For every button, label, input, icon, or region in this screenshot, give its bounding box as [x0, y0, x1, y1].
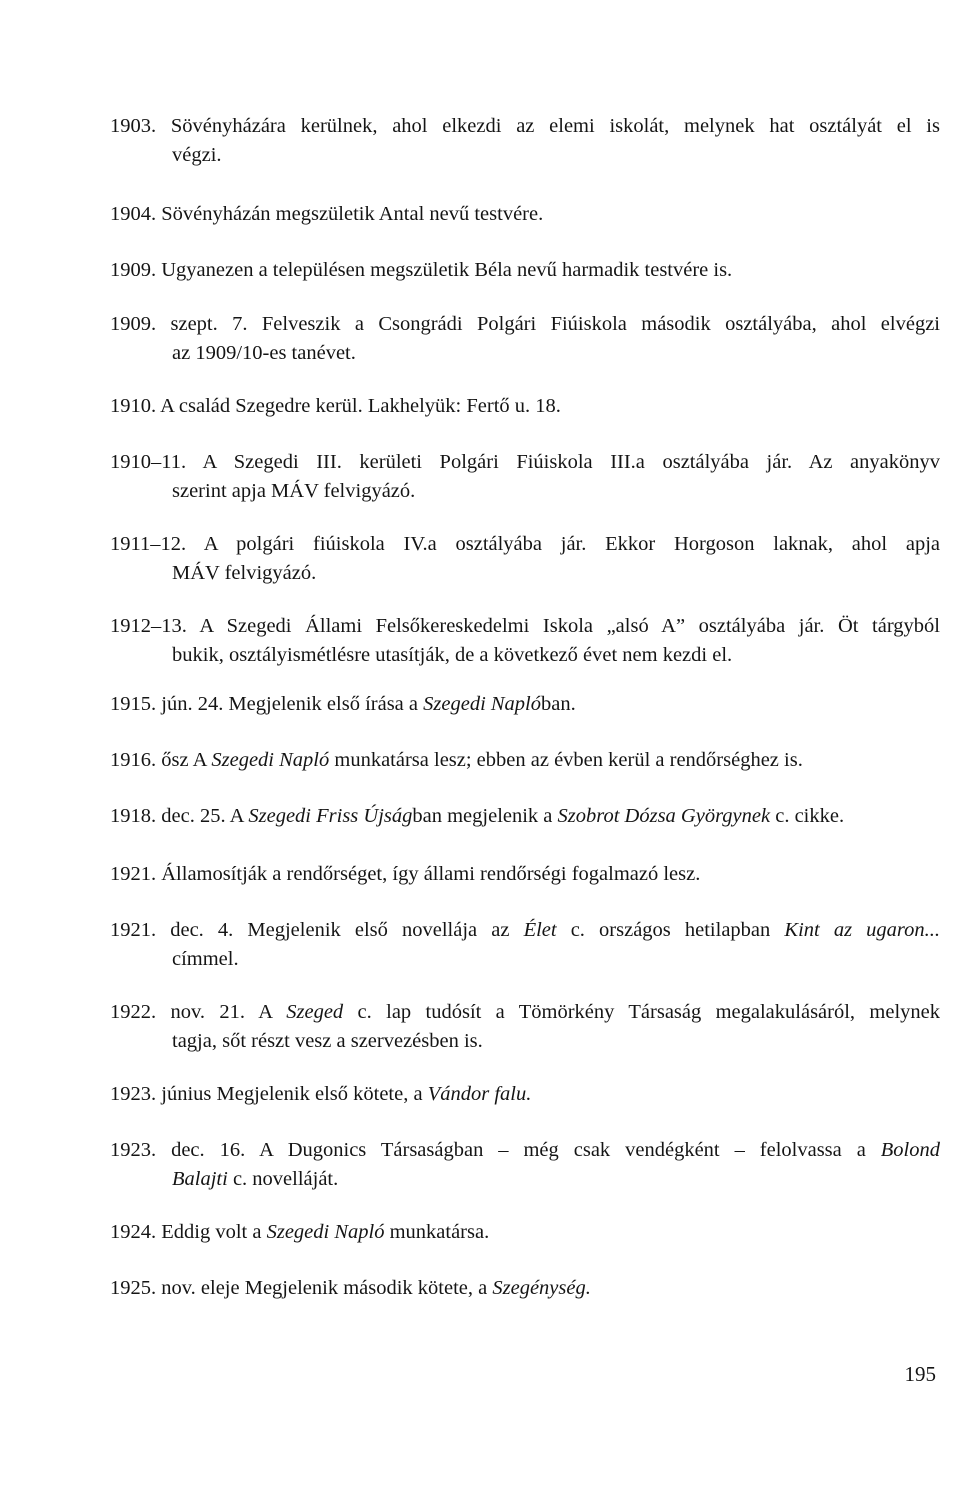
entry-text: munkatársa.	[384, 1221, 490, 1243]
entry-line	[110, 256, 940, 285]
entry-line	[110, 1136, 940, 1165]
entry-line	[110, 448, 940, 477]
chronology-entry	[110, 802, 940, 831]
italic-title: Élet	[523, 919, 557, 941]
chronology-entry	[110, 690, 940, 719]
entry-text: MÁV felvigyázó.	[172, 562, 317, 584]
entry-text: bukik, osztályismétlésre utasítják, de a következő évet nem kezdi el.	[172, 644, 733, 666]
chronology-entry	[110, 612, 940, 670]
italic-title: Szeged	[286, 1001, 344, 1023]
entry-text: 1918. dec. 25. A	[110, 805, 249, 827]
entry-line	[110, 310, 940, 339]
chronology-entry	[110, 310, 940, 368]
entry-line	[110, 998, 940, 1027]
italic-title: Szegedi Napló	[266, 1221, 385, 1243]
entry-line	[110, 530, 940, 559]
entry-text: végzi.	[172, 144, 222, 166]
chronology-entry	[110, 392, 940, 421]
entry-text: tagja, sőt részt vesz a szervezésben is.	[172, 1030, 483, 1052]
entry-text: 1925. nov. eleje Megjelenik második kötete, a	[110, 1277, 493, 1299]
chronology-entry	[110, 448, 940, 506]
chronology-entry	[110, 1274, 940, 1303]
entry-text: 1912–13. A Szegedi Állami Felsőkereskedelmi Iskola „alsó A” osztályába jár. Öt tárgyból	[110, 615, 940, 637]
entry-text: 1922. nov. 21. A	[110, 1001, 287, 1023]
entry-continuation-line	[110, 339, 940, 368]
entry-continuation-line	[110, 1165, 940, 1194]
entry-text: ban megjelenik a	[412, 805, 558, 827]
entry-line	[110, 860, 940, 889]
chronology-entry	[110, 998, 940, 1056]
entry-text: 1916. ősz A	[110, 749, 212, 771]
entry-continuation-line	[110, 641, 940, 670]
entry-text: 1921. dec. 4. Megjelenik első novellája az	[110, 919, 524, 941]
entry-line	[110, 1274, 940, 1303]
entry-line	[110, 200, 940, 229]
chronology-entry	[110, 112, 940, 170]
entry-line	[110, 690, 940, 719]
entry-line	[110, 916, 940, 945]
italic-title: Bolond	[880, 1139, 940, 1161]
entry-text: munkatársa lesz; ebben az évben kerül a rendőrséghez is.	[329, 749, 803, 771]
entry-line	[110, 1080, 940, 1109]
chronology-entry	[110, 1218, 940, 1247]
entry-text: 1910–11. A Szegedi III. kerületi Polgári Fiúiskola III.a osztályába jár. Az anyakönyv	[110, 451, 940, 473]
entry-line	[110, 112, 940, 141]
italic-title: Kint az ugaron...	[784, 919, 940, 941]
italic-title: Vándor falu.	[427, 1083, 532, 1105]
entry-text: c. cikke.	[770, 805, 845, 827]
entry-text: 1911–12. A polgári fiúiskola IV.a osztályába jár. Ekkor Horgoson laknak, ahol apja	[110, 533, 940, 555]
entry-text: 1921. Államosítják a rendőrséget, így állami rendőrségi fogalmazó lesz.	[110, 863, 701, 885]
italic-title: Szegedi Friss Újság	[248, 805, 413, 827]
entry-text: 1915. jún. 24. Megjelenik első írása a	[110, 693, 424, 715]
entry-line	[110, 802, 940, 831]
entry-continuation-line	[110, 1027, 940, 1056]
entry-continuation-line	[110, 945, 940, 974]
page-number: 195	[904, 1362, 936, 1386]
entry-text: c. novelláját.	[227, 1168, 339, 1190]
italic-title: Szobrot Dózsa Györgynek	[557, 805, 771, 827]
entry-line	[110, 392, 940, 421]
entry-text: 1903. Sövényházára kerülnek, ahol elkezdi az elemi iskolát, melynek hat osztályát el is	[110, 115, 940, 137]
chronology-entry	[110, 200, 940, 229]
entry-continuation-line	[110, 141, 940, 170]
entry-text: ban.	[541, 693, 576, 715]
entry-continuation-line	[110, 477, 940, 506]
italic-title: Szegénység.	[492, 1277, 591, 1299]
italic-title: Szegedi Napló	[423, 693, 542, 715]
entry-text: 1923. június Megjelenik első kötete, a	[110, 1083, 428, 1105]
entry-text: az 1909/10-es tanévet.	[172, 342, 356, 364]
italic-title: Balajti	[172, 1168, 228, 1190]
italic-title: Szegedi Napló	[211, 749, 330, 771]
entry-text: 1904. Sövényházán megszületik Antal nevű testvére.	[110, 203, 544, 225]
entry-text: 1924. Eddig volt a	[110, 1221, 267, 1243]
entry-continuation-line	[110, 559, 940, 588]
chronology-entry	[110, 916, 940, 974]
chronology-entry	[110, 1136, 940, 1194]
chronology-entry	[110, 530, 940, 588]
entry-text: 1909. szept. 7. Felveszik a Csongrádi Polgári Fiúiskola második osztályába, ahol elvégzi	[110, 313, 940, 335]
entry-text: címmel.	[172, 948, 239, 970]
chronology-entry	[110, 746, 940, 775]
chronology-entry	[110, 1080, 940, 1109]
entry-line	[110, 1218, 940, 1247]
entry-text: c. lap tudósít a Tömörkény Társaság megalakulásáról, melynek	[343, 1001, 940, 1023]
entry-text: szerint apja MÁV felvigyázó.	[172, 480, 416, 502]
entry-text: c. országos hetilapban	[556, 919, 785, 941]
entry-line	[110, 612, 940, 641]
chronology-entry	[110, 256, 940, 285]
entry-text: 1923. dec. 16. A Dugonics Társaságban – még csak vendégként – felolvassa a	[110, 1139, 881, 1161]
entry-line	[110, 746, 940, 775]
entry-text: 1909. Ugyanezen a településen megszületik Béla nevű harmadik testvére is.	[110, 259, 733, 281]
entry-text: 1910. A család Szegedre kerül. Lakhelyük: Fertő u. 18.	[110, 395, 561, 417]
chronology-entry	[110, 860, 940, 889]
